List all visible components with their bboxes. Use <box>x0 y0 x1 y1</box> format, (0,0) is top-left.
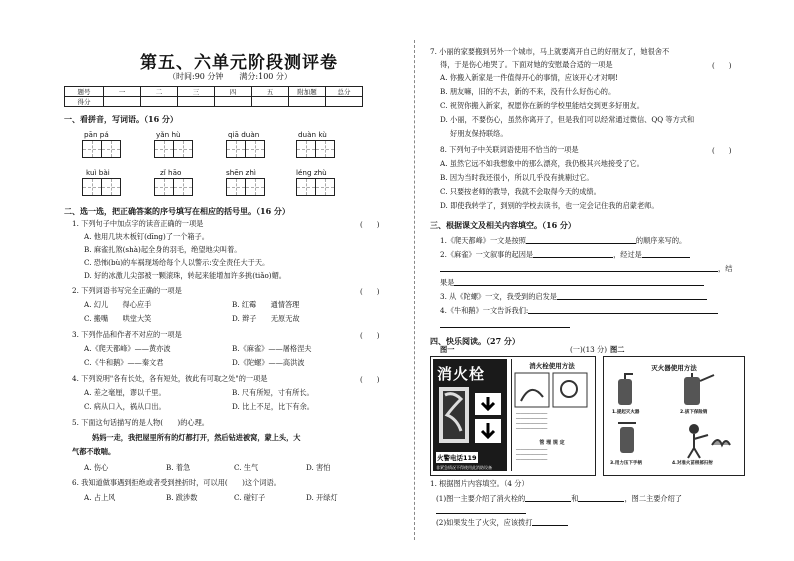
table-cell: 五 <box>252 87 289 97</box>
question-stem: 6. 我知道做事遇到拒绝或者受到挫折时，可以用( )这个词语。 <box>72 478 281 487</box>
table-cell: 得分 <box>65 97 104 107</box>
option: B. 红霉 通情答理 <box>232 300 300 309</box>
fill-text: 果是 <box>440 277 455 287</box>
answer-blank[interactable] <box>440 320 570 328</box>
writing-grid[interactable] <box>226 140 264 158</box>
option: C. 祝贺你搬入新家，祝愿你在新的学校里能结交到更多好朋友。 <box>440 101 644 110</box>
sign-note: 非紧急情况不得使用此消防设备 <box>436 465 492 470</box>
rules-title: 管 理 规 定 <box>539 440 565 446</box>
hydrant-instructions <box>511 359 592 471</box>
option: B. 跋涉数 <box>166 493 198 502</box>
option: D. 害怕 <box>306 463 331 472</box>
option: 好朋友保持联络。 <box>450 129 508 138</box>
writing-grid[interactable] <box>296 140 334 158</box>
extinguisher-step: 4.对准火苗根部扫射 <box>672 461 713 466</box>
instructions-illustration <box>513 371 591 411</box>
table-cell: 总分 <box>326 87 363 97</box>
option: D. 比上不足，比下有余。 <box>232 402 314 411</box>
option: A. 占上风 <box>84 493 116 502</box>
extinguisher-step: 1.提起灭火器 <box>612 410 640 415</box>
fill-text: 的顺序来写的。 <box>635 235 687 245</box>
question-stem: 8. 下列句子中关联词语使用不恰当的一项是 <box>440 145 579 154</box>
hydrant-sign <box>433 359 507 471</box>
score-input-cell[interactable] <box>215 97 252 107</box>
quote-text: 气都不敢喘。 <box>72 447 116 456</box>
fill-text: 2.《麻雀》一文叙事的起因是 <box>440 249 534 259</box>
hydrant-figure <box>430 356 596 476</box>
answer-paren[interactable]: ( ) <box>712 147 732 155</box>
fill-text: ，经过是 <box>613 249 642 259</box>
option: A. 幻儿 得心应手 <box>84 300 152 309</box>
section1-heading: 一、看拼音，写词语。（16 分） <box>64 114 178 124</box>
answer-blank[interactable] <box>532 518 568 526</box>
writing-grid[interactable] <box>154 140 192 158</box>
pinyin-label: duàn kù <box>298 130 327 139</box>
option: D. 好的冰激儿尖部被一颗滚珠，转起来能增加许多挑(tiǎo)媚。 <box>84 271 286 280</box>
extinguisher-illustration <box>604 371 744 471</box>
answer-blank[interactable] <box>528 306 718 314</box>
score-input-cell[interactable] <box>104 97 141 107</box>
answer-paren[interactable]: ( ) <box>360 332 380 340</box>
score-input-cell[interactable] <box>252 97 289 107</box>
answer-paren[interactable]: ( ) <box>360 221 380 229</box>
answer-blank[interactable] <box>454 278 704 286</box>
answer-blank[interactable] <box>440 264 718 272</box>
option: A.《爬天都峰》——黄亦波 <box>84 344 171 353</box>
reading-part-label: (一)(13 分) <box>570 345 608 354</box>
question-stem: 7. 小丽的家要搬到另外一个城市，马上就要离开自己的好朋友了，她很舍不 <box>430 47 670 56</box>
option: B. 麻雀扎煞(shà)起全身的羽毛，绝望地尖叫着。 <box>84 245 242 254</box>
sign-phone: 火警电话119 <box>437 454 477 462</box>
table-cell: 四 <box>215 87 252 97</box>
fill-line <box>440 278 740 286</box>
table-cell: 一 <box>104 87 141 97</box>
writing-grid[interactable] <box>82 178 120 196</box>
question-stem: 2. 下列词语书写完全正确的一项是 <box>72 286 182 295</box>
extinguisher-step: 3.用力压下手柄 <box>610 461 642 466</box>
table-cell: 三 <box>178 87 215 97</box>
answer-blank[interactable] <box>533 250 613 258</box>
exam-subtitle: （时间:90 分钟 满分:100 分） <box>168 72 292 81</box>
option: D. 小丽，不要伤心，虽然你离开了，但是我们可以经常通过微信、QQ 等方式和 <box>440 115 695 124</box>
writing-grid[interactable] <box>296 178 334 196</box>
option: A. 你搬入新家是一件值得开心的事情，应该开心才对啊! <box>440 73 618 82</box>
pinyin-label: qiā duàn <box>228 130 260 139</box>
question-stem: 1. 根据图片内容填空。（4 分） <box>430 479 529 488</box>
question-stem: 1. 下列句子中加点字的读音正确的一项是 <box>72 219 204 228</box>
score-input-cell[interactable] <box>326 97 363 107</box>
writing-grid[interactable] <box>226 178 264 196</box>
figure-label: 图二 <box>610 345 625 354</box>
fill-line <box>436 506 526 514</box>
option: B. 因为当时我还很小，所以几乎没有挑剔过它。 <box>440 173 594 182</box>
section2-heading: 二、选一选，把正确答案的序号填写在相应的括号里。（16 分） <box>64 206 290 216</box>
option: C.《牛和鹅》——秦文君 <box>84 358 164 367</box>
answer-blank[interactable] <box>578 494 624 502</box>
score-table-header-row <box>65 87 363 97</box>
option: D. 开绿灯 <box>306 493 338 502</box>
pinyin-label: zǐ hāo <box>160 168 182 177</box>
question-stem: 4. 下列说明"各有长处，各有短处，彼此有可取之处"的一项是 <box>72 374 268 383</box>
instructions-title: 消火栓使用方法 <box>529 362 575 370</box>
fill-line <box>436 518 568 526</box>
fill-text: ，图二主要介绍了 <box>624 493 682 503</box>
option: C. 恐怖(bù)的车祸现场给每个人以警示:安全责任大于天。 <box>84 258 270 267</box>
fill-text: 3. 从《陀螺》一文，我受到的启发是 <box>440 291 557 301</box>
answer-paren[interactable]: ( ) <box>360 376 380 384</box>
option: B. 尺有所短，寸有所长。 <box>232 388 314 397</box>
section4-heading: 四、快乐阅读。（27 分） <box>430 336 520 346</box>
fill-line <box>440 236 740 244</box>
column-divider <box>414 40 415 540</box>
pinyin-label: pān pá <box>84 130 109 139</box>
instructions-lines: ───────────── ───────────── ───────────── ───────────── <box>516 411 548 431</box>
fill-text: (1)图一主要介绍了消火栓的 <box>436 493 526 503</box>
option: A. 伤心 <box>84 463 109 472</box>
score-input-cell[interactable] <box>141 97 178 107</box>
option: C. 病从口入，祸从口出。 <box>84 402 166 411</box>
extinguisher-figure <box>603 356 745 476</box>
rules-lines: ───────────── ───────────── ───────────── <box>516 447 548 462</box>
option: B. 着急 <box>166 463 191 472</box>
option: B.《麻雀》——屠格涅夫 <box>232 344 312 353</box>
answer-paren[interactable]: ( ) <box>360 288 380 296</box>
extinguisher-step: 2.拔下保险销 <box>680 410 708 415</box>
fill-line <box>436 494 741 502</box>
writing-grid[interactable] <box>82 140 120 158</box>
answer-blank[interactable] <box>557 292 707 300</box>
exam-title: 第五、六单元阶段测评卷 <box>140 53 338 73</box>
fill-line <box>440 250 740 258</box>
option: C. 只要按老师的教导，我就不会取得今天的成绩。 <box>440 187 601 196</box>
fill-text: (2)如果发生了火灾，应该拨打 <box>436 517 533 527</box>
figure-label: 图一 <box>440 345 455 354</box>
hydrant-illustration <box>433 383 507 453</box>
answer-blank[interactable] <box>436 506 526 514</box>
fill-text: 4.《牛和鹅》一文告诉我们: <box>440 305 529 315</box>
option: D. 辫子 无原无故 <box>232 314 300 323</box>
option: C. 生气 <box>234 463 259 472</box>
fill-line <box>440 292 740 300</box>
writing-grid[interactable] <box>154 178 192 196</box>
option: B. 朋友嘛，旧的不去，新的不来，没有什么好伤心的。 <box>440 87 616 96</box>
quote-text: 妈妈一走，我把屋里所有的灯都打开，然后钻进被窝，蒙上头，大 <box>92 433 301 442</box>
option: A. 虽然它远不如我想象中的那么漂亮，我仍极其兴地接受了它。 <box>440 159 644 168</box>
answer-blank[interactable] <box>525 494 571 502</box>
question-stem: 得，于是伤心地哭了。下面对她的安慰最合适的一项是 <box>440 60 613 69</box>
score-input-cell[interactable] <box>178 97 215 107</box>
answer-blank[interactable] <box>642 250 690 258</box>
question-stem: 3. 下列作品和作者不对应的一项是 <box>72 330 182 339</box>
fill-text: 和 <box>571 493 579 503</box>
pinyin-label: yǎn hù <box>156 130 181 139</box>
extinguisher-title: 灭火器使用方法 <box>651 364 697 372</box>
option: D. 即使我转学了，到别的学校去读书，也一定会记住我的启蒙老师。 <box>440 201 659 210</box>
score-input-cell[interactable] <box>289 97 326 107</box>
option: A. 他用几块木板钉(dīng)了一个箱子。 <box>84 232 209 241</box>
score-table-score-row <box>65 97 363 107</box>
fill-line <box>440 264 740 272</box>
answer-paren[interactable]: ( ) <box>712 62 732 70</box>
table-cell: 二 <box>141 87 178 97</box>
score-table <box>64 86 363 107</box>
section3-heading: 三、根据课文及相关内容填空。（16 分） <box>430 220 576 230</box>
option: A. 差之毫厘，谬以千里。 <box>84 388 166 397</box>
fill-text: ，结 <box>718 263 733 273</box>
option: C. 搬嘴 哄堂大笑 <box>84 314 152 323</box>
option: C. 碰钉子 <box>234 493 266 502</box>
table-cell: 题号 <box>65 87 104 97</box>
fill-text: 1.《爬天都峰》一文是按照 <box>440 235 526 245</box>
option: D.《陀螺》——高洪波 <box>232 358 305 367</box>
answer-blank[interactable] <box>526 236 636 244</box>
pinyin-label: shēn zhì <box>226 168 256 177</box>
pinyin-label: kuì bài <box>86 168 110 177</box>
pinyin-label: léng zhù <box>296 168 327 177</box>
fill-line <box>440 306 740 314</box>
question-stem: 5. 下面这句话描写的是人物( )的心理。 <box>72 418 209 427</box>
table-cell: 附加题 <box>289 87 326 97</box>
sign-title: 消火栓 <box>437 365 486 383</box>
fill-line <box>440 320 740 328</box>
